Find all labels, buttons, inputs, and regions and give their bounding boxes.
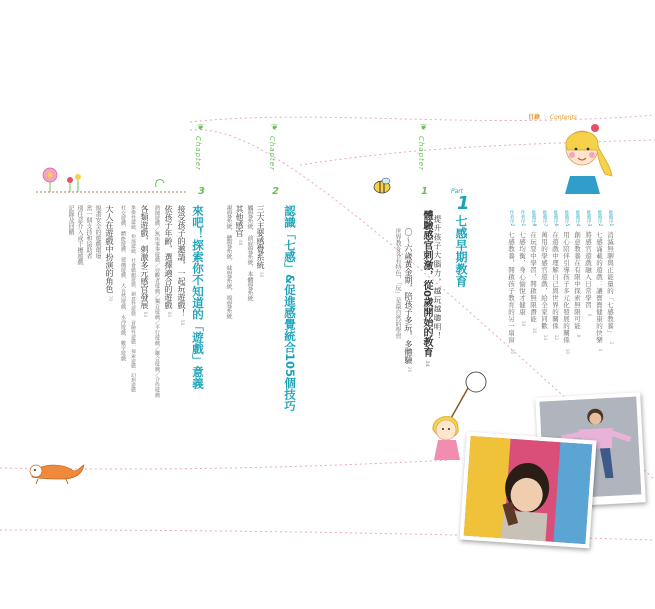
chapter2-item1-desc: 觸覺系統．前庭覺系統．本體覺系統 <box>246 205 253 301</box>
chapter1-desc: 世界教育各有特色，「玩」是最自然的學習 <box>394 228 401 339</box>
chapter3-item4-desc3: 別任意介入或干擾遊戲 <box>76 205 83 265</box>
toc-item: 推薦序6 在遊戲中理解自己與世界的關係 12 <box>551 210 559 341</box>
toc-item: 推薦序1 消滅無聊與正能量的「七感教養」 2 <box>606 210 614 345</box>
chapter1-sub2: 〇～六歲黃金期，陪孩子多玩，多體驗 26 <box>404 228 413 373</box>
flowers-illustration <box>36 165 186 195</box>
chapter3-item3: 各類遊戲，刺激多元感官發展 64 <box>140 205 149 318</box>
chapter1-title: 七感早期教育 <box>454 215 468 287</box>
chapter1-sub2-page: 26 <box>406 366 411 373</box>
girl-with-net-illustration <box>428 370 496 465</box>
toc-item: 推薦序8 在玩耍中學習，開啟無限潛能 16 <box>529 210 537 334</box>
part-label: Part <box>451 188 464 195</box>
chapter2-item1-page: 36 <box>258 271 263 278</box>
chapter3-item4-desc2: 當一個支持和協助者 <box>85 205 92 259</box>
toc-item: 推薦序7 萬用的學感官遊戲，給全家同歡 14 <box>540 210 548 341</box>
bee-illustration <box>372 177 394 195</box>
chapter3-item2-page: 60 <box>166 311 171 318</box>
leaf-icon: ❦ <box>420 123 428 133</box>
chapter3-number: 3 <box>198 186 205 197</box>
chapter3-item4-page: 70 <box>107 295 112 302</box>
chapter2-item2: 其他感官 48 <box>235 205 244 246</box>
mulu-label: 目錄 <box>528 114 541 121</box>
chapter2-item2-desc: 視覺系統．聽覺系統．味覺系統．嗅覺系統 <box>225 205 232 319</box>
part-badge <box>451 188 473 214</box>
chapter2-title: 認識「七感」&促進感覺統合105個技巧 <box>283 205 297 412</box>
toc-item: 推薦序2 七感滿載的遊戲：讓寶寶健康的快樂 4 <box>595 210 603 352</box>
chapter2-label: Chapter <box>268 136 276 171</box>
chapter2-number: 2 <box>272 186 279 197</box>
toc-item: 作者序1 七感均衡，身心愉悅才健康 18 <box>518 210 526 327</box>
girl-illustration <box>550 116 620 196</box>
chapter3-item1-page: 58 <box>179 319 184 326</box>
chapter1-label: Chapter <box>417 136 425 171</box>
toc-item: 推薦序3 將感官遊戲融入日常學習 6 <box>584 210 592 317</box>
chapter3-item3-desc2: 社交遊戲．體能遊戲．建構遊戲．大自然遊戲．水沙遊戲．數字遊戲 <box>120 205 126 361</box>
leaf-icon: ❦ <box>197 123 205 133</box>
chapter3-item2-desc: 熱鬧遊戲／無所事事遊戲／旁觀者遊戲／獨自遊戲／平行遊戲／聯合遊戲／合作遊戲 <box>154 205 160 398</box>
toc-item: 作者序2 七感教養，開啟孩子教育的另一扇窗 20 <box>507 210 515 355</box>
chapter3-item4-desc4: 記錄及回饋 <box>67 205 74 235</box>
chapter1-sub1: 體驗感官刺激，從0歲開始的教育 24 <box>421 210 432 367</box>
right-toc-list <box>508 210 620 370</box>
chapter3-item4: 大人在遊戲中扮演的角色 70 <box>105 205 114 302</box>
chapter3-item3-desc1: 象徵性遊戲．扮演遊戲．社會戲劇遊戲．創意性遊戲．冒險性遊戲．探索遊戲．幻想遊戲 <box>130 205 135 393</box>
chapter3-label: Chapter <box>194 136 202 171</box>
toc-item: 推薦序4 創意教養在有限中探索無限可能 8 <box>573 210 581 338</box>
chapter2-item2-page: 48 <box>237 239 242 246</box>
chapter2-item1: 三大主要感覺系統 36 <box>256 205 265 278</box>
chapter1-number: 1 <box>421 186 428 197</box>
chapter3-title: 來吧！探索你不知道的「遊戲」意義 <box>191 205 205 389</box>
chapter1-sub1-page: 24 <box>424 360 429 367</box>
chapter1-slogan: 提升孩子大腦力，越玩越聰明！ <box>433 215 442 341</box>
contents-label: Contents <box>549 114 577 121</box>
chapter3-item1: 接受孩子的邀請，一起玩遊戲！ 58 <box>177 205 186 326</box>
leaf-icon: ❦ <box>271 123 279 133</box>
contents-header: 目錄 ｜ Contents <box>528 114 577 121</box>
toc-item: 推薦序5 用心陪伴引導孩子多元化發展的關係 10 <box>562 210 570 355</box>
chapter3-item2: 依孩子年齡，選擇適合的遊戲 60 <box>164 205 173 318</box>
part-number: 1 <box>457 193 470 214</box>
fox-illustration <box>22 455 86 485</box>
chapter3-item3-page: 64 <box>142 311 147 318</box>
chapter3-item4-desc1: 規畫安全的遊戲環境 <box>94 205 101 259</box>
